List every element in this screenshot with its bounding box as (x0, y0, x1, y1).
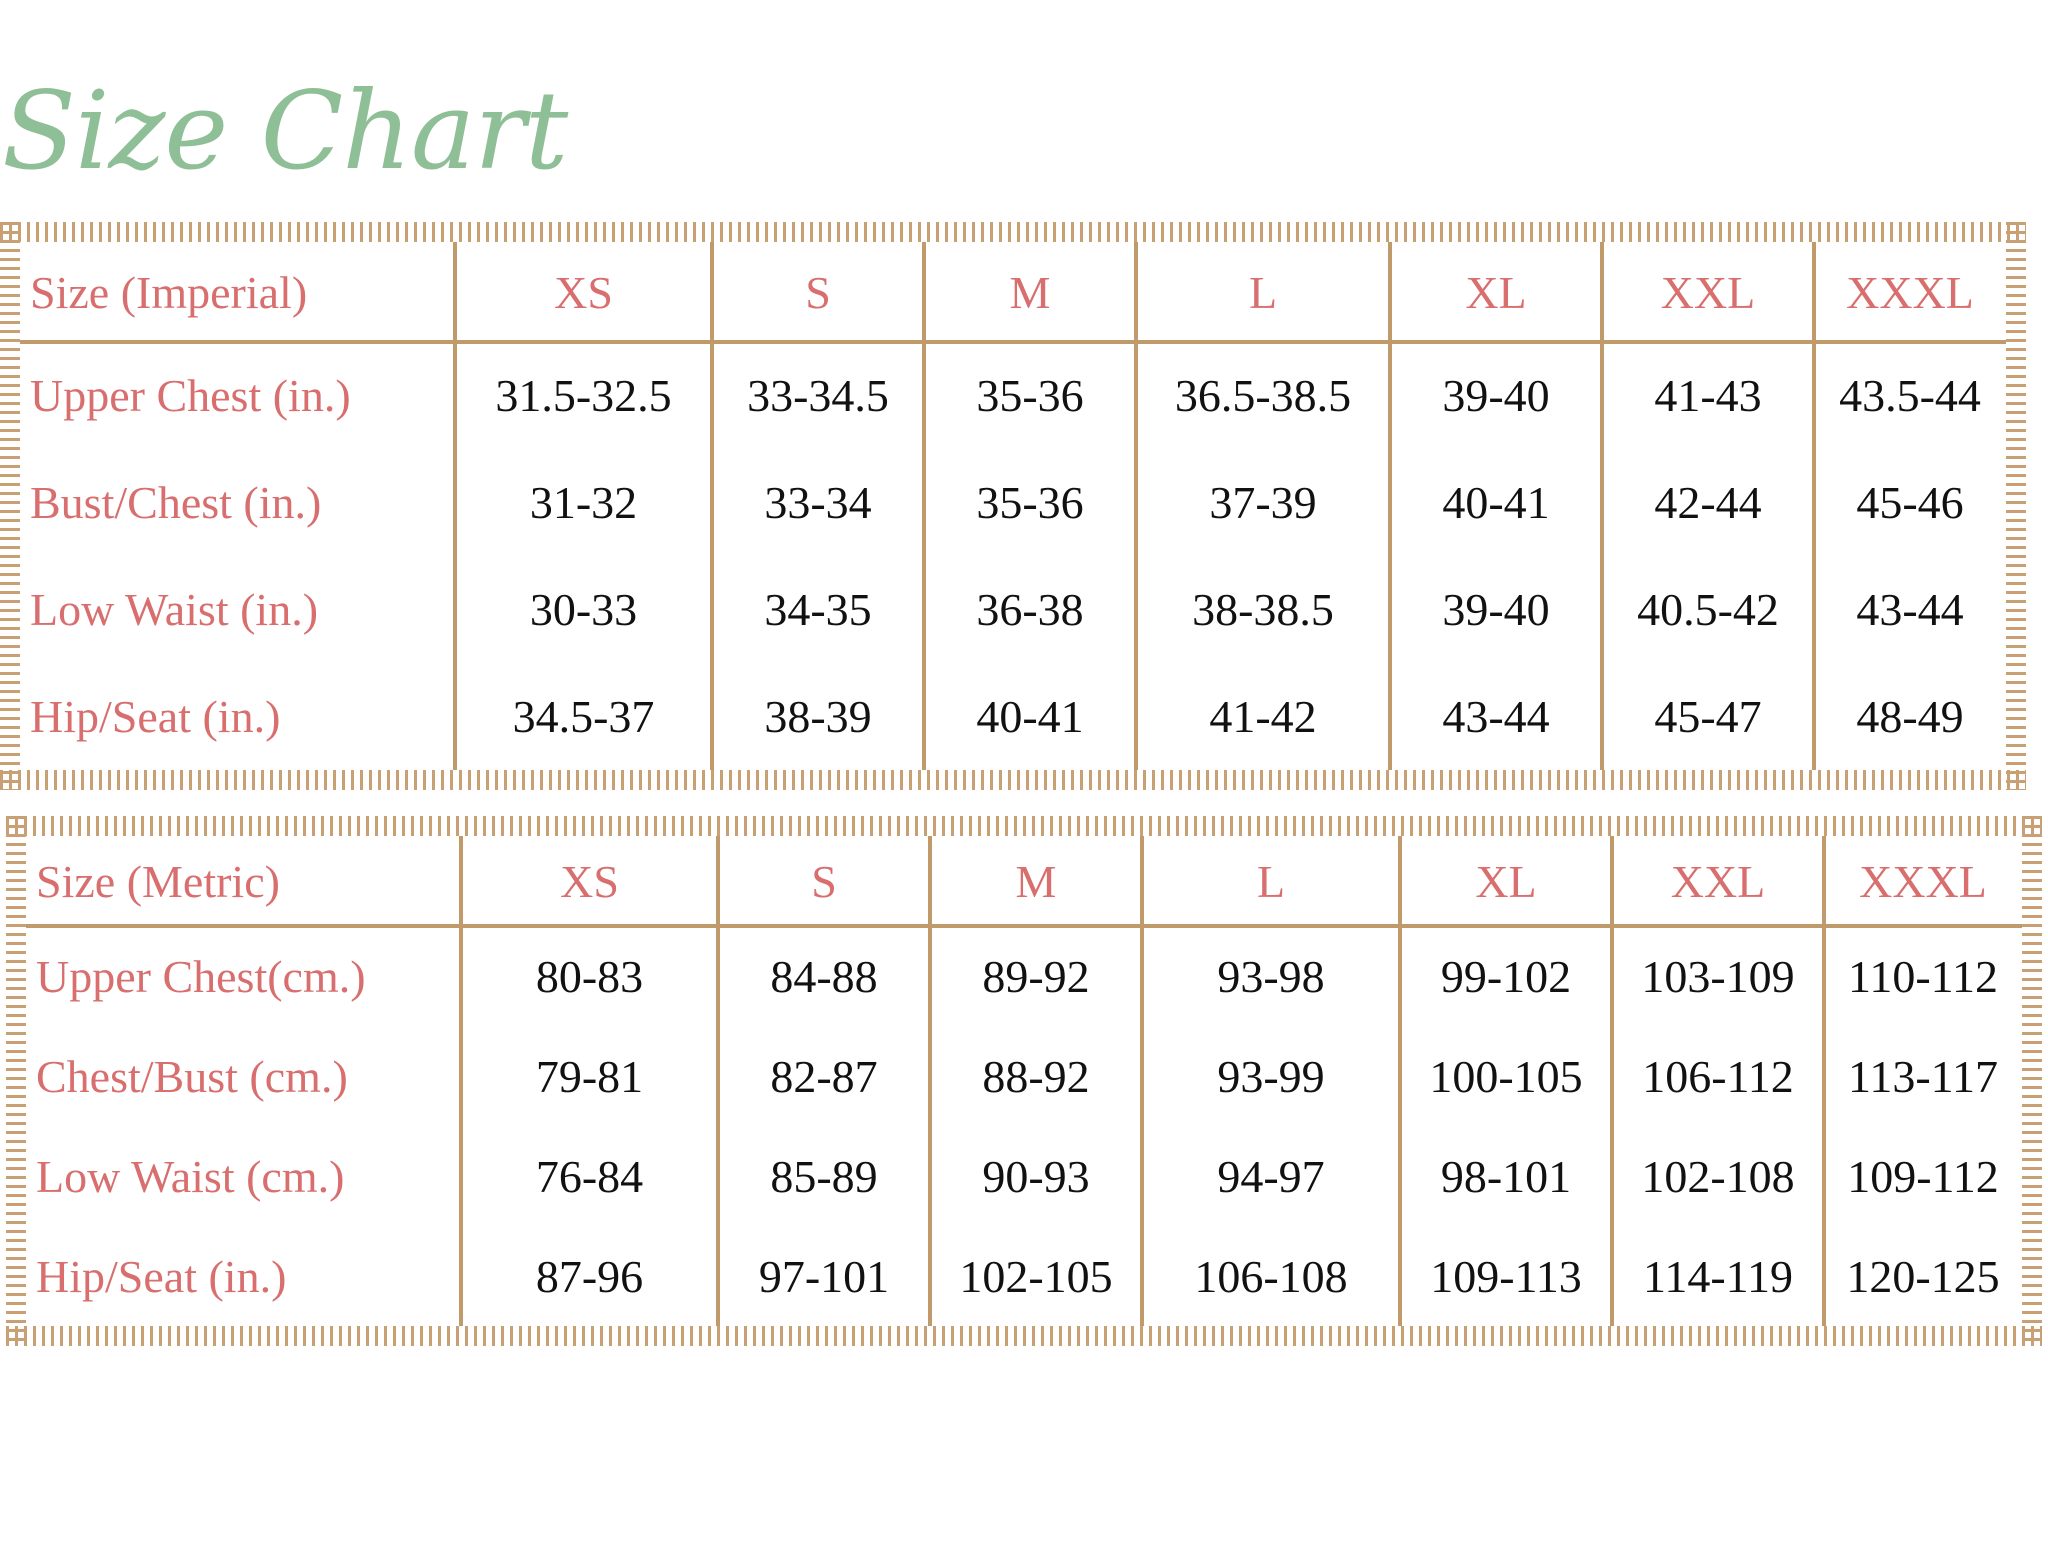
table-cell: 34-35 (764, 584, 872, 635)
table-cell: 39-40 (1442, 584, 1550, 635)
table-cell: 38-39 (764, 691, 872, 742)
size-header-xxl: XXL (1670, 855, 1766, 907)
table-cell: 100-105 (1429, 1050, 1583, 1102)
size-header-m: M (1015, 855, 1057, 907)
hatch-border-top (0, 222, 2026, 242)
row-label: Bust/Chest (in.) (30, 477, 322, 528)
size-header-xs: XS (554, 266, 613, 318)
table-cell: 89-92 (982, 950, 1090, 1002)
size-header-xxxl: XXXL (1846, 266, 1974, 318)
table-cell: 41-43 (1654, 370, 1762, 421)
table-cell: 88-92 (982, 1050, 1090, 1102)
table-cell: 97-101 (758, 1250, 890, 1302)
table-cell: 109-112 (1847, 1150, 1999, 1202)
table-cell: 40-41 (976, 691, 1084, 742)
size-header-s: S (805, 266, 831, 318)
table-cell: 37-39 (1209, 477, 1317, 528)
table-cell: 99-102 (1440, 950, 1572, 1002)
table-cell: 34.5-37 (512, 691, 655, 742)
table-cell: 98-101 (1440, 1150, 1572, 1202)
table-cell: 33-34.5 (747, 370, 889, 421)
size-header-label: Size (Metric) (36, 855, 280, 907)
size-header-label: Size (Imperial) (30, 266, 308, 318)
table-cell: 76-84 (535, 1150, 644, 1202)
table-cell: 45-46 (1856, 477, 1964, 528)
table-cell: 106-108 (1194, 1250, 1348, 1302)
table-cell: 43-44 (1442, 691, 1550, 742)
table-cell: 85-89 (770, 1150, 878, 1202)
size-header-xs: XS (560, 855, 619, 907)
table-cell: 93-99 (1217, 1050, 1325, 1102)
size-header-xxl: XXL (1660, 266, 1756, 318)
table-cell: 31-32 (529, 477, 638, 528)
hatch-border-left (6, 816, 26, 1346)
table-cell: 106-112 (1642, 1050, 1794, 1102)
hatch-border-right (2006, 222, 2026, 790)
table-cell: 40.5-42 (1637, 584, 1779, 635)
hatch-border-bottom (0, 770, 2026, 790)
row-label: Upper Chest(cm.) (36, 950, 366, 1002)
row-label: Hip/Seat (in.) (36, 1250, 287, 1302)
table-cell: 114-119 (1643, 1250, 1793, 1302)
size-header-m: M (1009, 266, 1051, 318)
table-cell: 110-112 (1848, 950, 1998, 1002)
size-header-xxxl: XXXL (1859, 855, 1987, 907)
row-label: Low Waist (cm.) (36, 1150, 345, 1202)
size-header-xl: XL (1465, 266, 1527, 318)
table-cell: 102-105 (959, 1250, 1113, 1302)
size-header-s: S (811, 855, 837, 907)
table-cell: 80-83 (535, 950, 644, 1002)
hatch-border-left (0, 222, 20, 790)
hatch-border-right (2022, 816, 2042, 1346)
table-cell: 94-97 (1217, 1150, 1325, 1202)
table-cell: 33-34 (764, 477, 872, 528)
hatch-border-bottom (6, 1326, 2042, 1346)
table-cell: 43-44 (1856, 584, 1964, 635)
table-cell: 31.5-32.5 (495, 370, 672, 421)
table-cell: 79-81 (535, 1050, 644, 1102)
table-cell: 87-96 (535, 1250, 644, 1302)
table-cell: 38-38.5 (1192, 584, 1334, 635)
row-label: Upper Chest (in.) (30, 370, 351, 421)
table-cell: 109-113 (1430, 1250, 1582, 1302)
page-title: Size Chart (2, 69, 568, 194)
table-cell: 102-108 (1641, 1150, 1795, 1202)
size-header-l: L (1256, 855, 1286, 907)
table-cell: 40-41 (1442, 477, 1550, 528)
table-cell: 45-47 (1654, 691, 1762, 742)
table-cell: 35-36 (976, 370, 1084, 421)
table-cell: 93-98 (1217, 950, 1325, 1002)
table-cell: 42-44 (1654, 477, 1762, 528)
imperial-size-table (0, 222, 2026, 790)
table-cell: 36.5-38.5 (1174, 370, 1352, 421)
table-cell: 43.5-44 (1839, 370, 1981, 421)
metric-size-table (6, 816, 2042, 1346)
table-cell: 35-36 (976, 477, 1084, 528)
size-header-l: L (1248, 266, 1278, 318)
table-cell: 41-42 (1209, 691, 1317, 742)
size-header-xl: XL (1475, 855, 1537, 907)
table-cell: 82-87 (770, 1050, 878, 1102)
table-cell: 120-125 (1846, 1250, 2000, 1302)
table-cell: 30-33 (529, 584, 638, 635)
table-cell: 36-38 (976, 584, 1084, 635)
row-label: Hip/Seat (in.) (30, 691, 281, 742)
table-cell: 103-109 (1641, 950, 1795, 1002)
table-cell: 84-88 (770, 950, 878, 1002)
table-cell: 113-117 (1848, 1050, 1998, 1102)
row-label: Chest/Bust (cm.) (36, 1050, 348, 1102)
hatch-border-top (6, 816, 2042, 836)
row-label: Low Waist (in.) (30, 584, 319, 635)
table-cell: 39-40 (1442, 370, 1550, 421)
table-cell: 48-49 (1856, 691, 1964, 742)
table-cell: 90-93 (982, 1150, 1090, 1202)
